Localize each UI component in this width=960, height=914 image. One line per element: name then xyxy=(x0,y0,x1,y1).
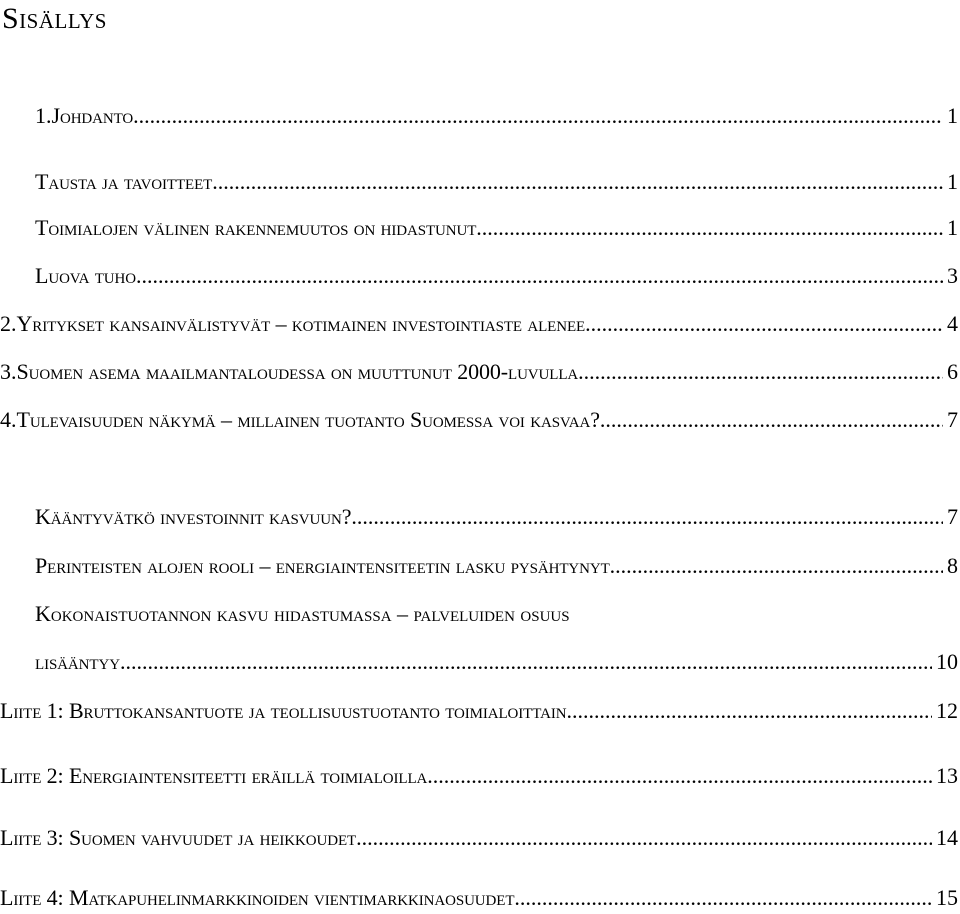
toc-text: Perinteisten alojen rooli – energiaintensiteetin lasku pysähtynyt xyxy=(35,553,610,578)
dot-leader xyxy=(212,168,943,196)
toc-entry-tausta[interactable] xyxy=(35,168,958,196)
toc-entry-johdanto[interactable] xyxy=(35,102,958,130)
toc-entry-liite-1[interactable] xyxy=(0,697,958,725)
toc-text: Liite 2: Energiaintensiteetti eräillä toimialoilla xyxy=(0,763,428,788)
dot-leader xyxy=(133,102,943,130)
toc-page-number: 10 xyxy=(936,649,958,674)
toc-title: Sisällys xyxy=(2,2,107,35)
toc-number: 1. xyxy=(35,103,52,128)
toc-page-number: 6 xyxy=(947,359,958,384)
dot-leader xyxy=(610,552,943,580)
dot-leader xyxy=(578,358,943,386)
toc-number: 3. xyxy=(0,359,17,384)
toc-page-number: 3 xyxy=(947,263,958,288)
toc-number: 4. xyxy=(0,407,17,432)
toc-entry-rakennemuutos[interactable] xyxy=(35,214,958,242)
toc-text: Tulevaisuuden näkymä – millainen tuotanto Suomessa voi kasvaa? xyxy=(16,407,600,432)
toc-page-number: 12 xyxy=(936,698,958,723)
toc-page-number: 13 xyxy=(936,763,958,788)
toc-entry-investoinnit[interactable] xyxy=(35,503,958,531)
toc-text: Liite 3: Suomen vahvuudet ja heikkoudet xyxy=(0,825,357,850)
toc-entry-kokonaistuotanto[interactable] xyxy=(35,648,958,676)
dot-leader xyxy=(427,762,932,790)
dot-leader xyxy=(136,262,943,290)
toc-entry-liite-4[interactable] xyxy=(0,884,958,912)
toc-page-number: 1 xyxy=(947,169,958,194)
toc-text: Kääntyvätkö investoinnit kasvuun? xyxy=(35,504,352,529)
dot-leader xyxy=(585,310,943,338)
toc-text: Yritykset kansainvälistyvät – kotimainen investointiaste alenee xyxy=(16,311,586,336)
toc-number: 2. xyxy=(0,311,17,336)
toc-entry-perinteisten-alojen[interactable] xyxy=(35,552,958,580)
dot-leader xyxy=(356,824,932,852)
toc-text: Johdanto xyxy=(51,103,134,128)
toc-page-number: 15 xyxy=(936,885,958,910)
toc-page-number: 1 xyxy=(947,215,958,240)
toc-text: Liite 4: Matkapuhelinmarkkinoiden vientimarkkinaosuudet xyxy=(0,885,515,910)
toc-page-number: 4 xyxy=(947,311,958,336)
toc-page-number: 1 xyxy=(947,103,958,128)
toc-page-number: 8 xyxy=(947,553,958,578)
toc-page-number: 14 xyxy=(936,825,958,850)
toc-entry-liite-2[interactable] xyxy=(0,762,958,790)
toc-text: Toimialojen välinen rakennemuutos on hidastunut xyxy=(35,215,477,240)
dot-leader xyxy=(566,697,932,725)
toc-entry-liite-3[interactable] xyxy=(0,824,958,852)
dot-leader xyxy=(600,406,943,434)
toc-text: lisääntyy xyxy=(35,649,120,674)
toc-text: Liite 1: Bruttokansantuote ja teollisuustuotanto toimialoittain xyxy=(0,698,567,723)
toc-entry-suomen-asema[interactable] xyxy=(0,358,958,386)
dot-leader xyxy=(514,884,932,912)
dot-leader xyxy=(120,648,932,676)
toc-page-number: 7 xyxy=(947,407,958,432)
toc-entry-yritykset[interactable] xyxy=(0,310,958,338)
toc-text-line1: Kokonaistuotannon kasvu hidastumassa – palveluiden osuus xyxy=(35,601,570,626)
toc-text: Tausta ja tavoitteet xyxy=(35,169,213,194)
toc-text: Suomen asema maailmantaloudessa on muuttunut 2000-luvulla xyxy=(16,359,579,384)
dot-leader xyxy=(476,214,943,242)
toc-entry-tulevaisuuden-nakyma[interactable] xyxy=(0,406,958,434)
toc-entry-luova-tuho[interactable] xyxy=(35,262,958,290)
toc-text: Luova tuho xyxy=(35,263,136,288)
dot-leader xyxy=(351,503,943,531)
toc-page-number: 7 xyxy=(947,504,958,529)
